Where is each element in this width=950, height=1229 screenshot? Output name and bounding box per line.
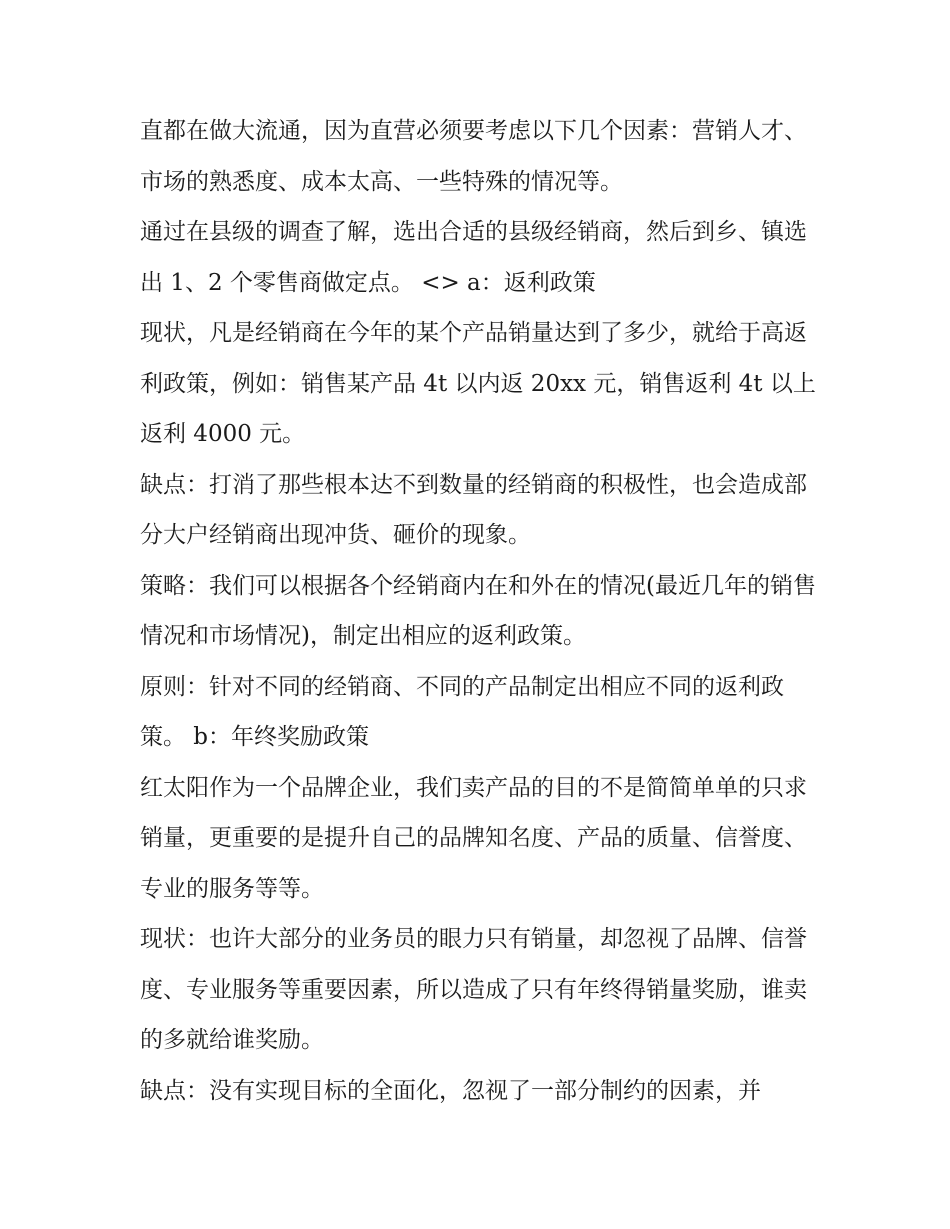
paragraph: 原则：针对不同的经销商、不同的产品制定出相应不同的返利政策。 b：年终奖励政策 [140, 673, 784, 750]
paragraph: 通过在县级的调查了解，选出合适的县级经销商，然后到乡、镇选出 1、2 个零售商做定点。 <> a：返利政策 [140, 219, 807, 296]
paragraph: 策略：我们可以根据各个经销商内在和外在的情况(最近几年的销售情况和市场情况)，制定出相应的返利政策。 [140, 572, 816, 649]
paragraph: 缺点：没有实现目标的全面化，忽视了一部分制约的因素，并 [140, 1077, 761, 1104]
paragraph: 现状：也许大部分的业务员的眼力只有销量，却忽视了品牌、信誉度、专业服务等重要因素，所以造成了只有年终得销量奖励，谁卖的多就给谁奖励。 [140, 926, 807, 1053]
paragraph: 缺点：打消了那些根本达不到数量的经销商的积极性，也会造成部分大户经销商出现冲货、砸价的现象。 [140, 471, 807, 548]
paragraph: 现状，凡是经销商在今年的某个产品销量达到了多少，就给于高返利政策，例如：销售某产品 4t 以内返 20xx 元，销售返利 4t 以上返利 4000 元。 [140, 320, 816, 447]
paragraph: 红太阳作为一个品牌企业，我们卖产品的目的不是简简单单的只求销量，更重要的是提升自己的品牌知名度、产品的质量、信誉度、专业的服务等等。 [140, 774, 807, 902]
paragraph: 直都在做大流通，因为直营必须要考虑以下几个因素：营销人才、市场的熟悉度、成本太高、一些特殊的情况等。 [140, 118, 807, 195]
document-body [140, 106, 820, 1116]
